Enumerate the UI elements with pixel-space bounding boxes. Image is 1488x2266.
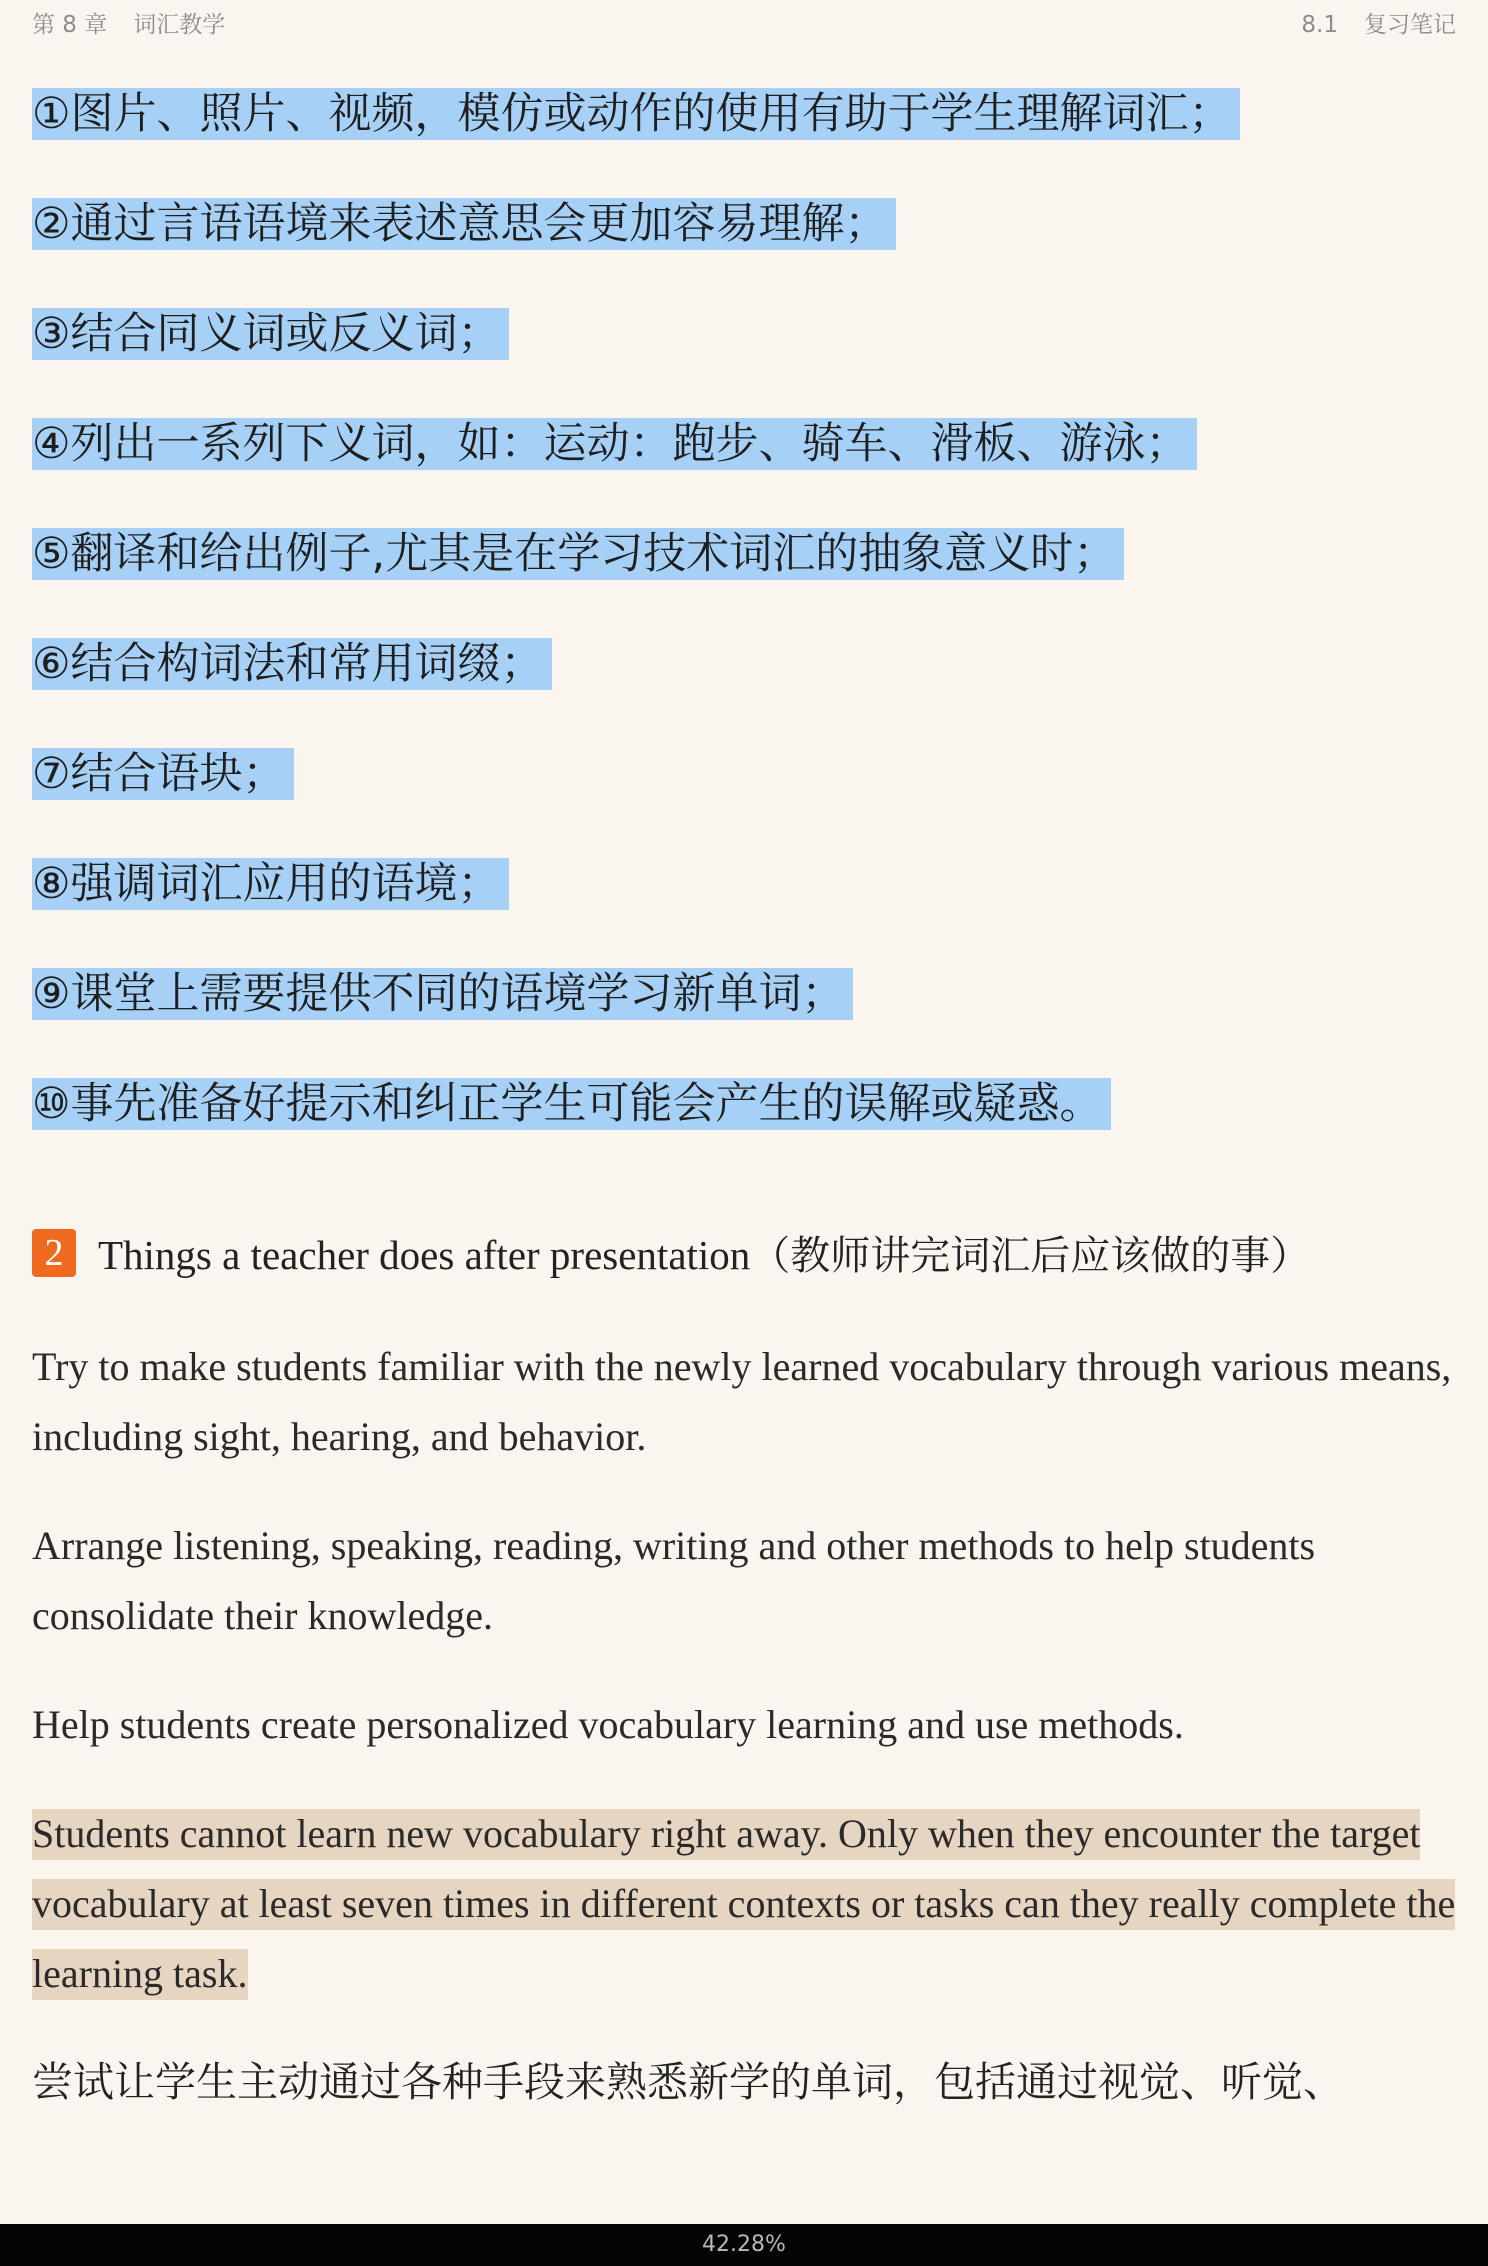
list-item[interactable] [32, 88, 1452, 198]
highlighted-text[interactable]: ④列出一系列下义词，如：运动：跑步、骑车、滑板、游泳； [32, 418, 1197, 470]
highlighted-text[interactable]: ③结合同义词或反义词； [32, 308, 509, 360]
section-title: 复习笔记 [1364, 12, 1456, 38]
paragraph[interactable]: Arrange listening, speaking, reading, writing and other methods to help students consolidate their knowledge. [32, 1523, 1316, 1638]
section-heading [32, 1229, 1472, 1282]
chapter-breadcrumb [32, 6, 225, 39]
highlighted-text[interactable]: ⑤翻译和给出例子,尤其是在学习技术词汇的抽象意义时； [32, 528, 1124, 580]
list-item[interactable] [32, 748, 1452, 858]
highlighted-text[interactable]: ⑦结合语块； [32, 748, 294, 800]
list-item[interactable] [32, 528, 1452, 638]
highlighted-text[interactable]: ⑩事先准备好提示和纠正学生可能会产生的误解或疑惑。 [32, 1078, 1111, 1130]
highlighted-text[interactable]: ⑧强调词汇应用的语境； [32, 858, 509, 910]
paragraph-zh[interactable]: 尝试让学生主动通过各种手段来熟悉新学的单词，包括通过视觉、听觉、 [32, 2058, 1344, 2106]
section-number-badge: 2 [32, 1229, 76, 1277]
reading-progress: 42.28% [702, 2232, 786, 2257]
highlighted-list [32, 88, 1452, 1188]
list-item[interactable] [32, 968, 1452, 1078]
note-highlight[interactable]: Students cannot learn new vocabulary right away. Only when they encounter the target vocabulary at least seven times in different contexts or tasks can they really complete the learning task. [32, 1809, 1455, 2000]
paragraph[interactable]: Try to make students familiar with the newly learned vocabulary through various means, including sight, hearing, and behavior. [32, 1344, 1452, 1459]
highlighted-text[interactable]: ⑨课堂上需要提供不同的语境学习新单词； [32, 968, 853, 1020]
section-number: 8.1 [1301, 12, 1338, 38]
highlighted-text[interactable]: ①图片、照片、视频，模仿或动作的使用有助于学生理解词汇； [32, 88, 1240, 140]
highlighted-text[interactable]: ⑥结合构词法和常用词缀； [32, 638, 552, 690]
section-heading-zh: （教师讲完词汇后应该做的事） [750, 1233, 1311, 1279]
chapter-title: 词汇教学 [133, 12, 226, 38]
list-item[interactable] [32, 198, 1452, 308]
page-header [0, 0, 1488, 44]
list-item[interactable] [32, 418, 1452, 528]
chapter-number: 第 8 章 [32, 12, 108, 38]
reading-progress-bar [0, 2224, 1488, 2266]
list-item[interactable] [32, 638, 1452, 748]
paragraph[interactable]: Help students create personalized vocabulary learning and use methods. [32, 1702, 1184, 1747]
list-item[interactable] [32, 858, 1452, 968]
list-item[interactable] [32, 1078, 1452, 1188]
section-breadcrumb [1301, 6, 1456, 39]
list-item[interactable] [32, 308, 1452, 418]
highlighted-note-paragraph[interactable] [32, 1799, 1462, 2009]
section-heading-en: Things a teacher does after presentation [98, 1232, 751, 1278]
highlighted-text[interactable]: ②通过言语语境来表述意思会更加容易理解； [32, 198, 896, 250]
